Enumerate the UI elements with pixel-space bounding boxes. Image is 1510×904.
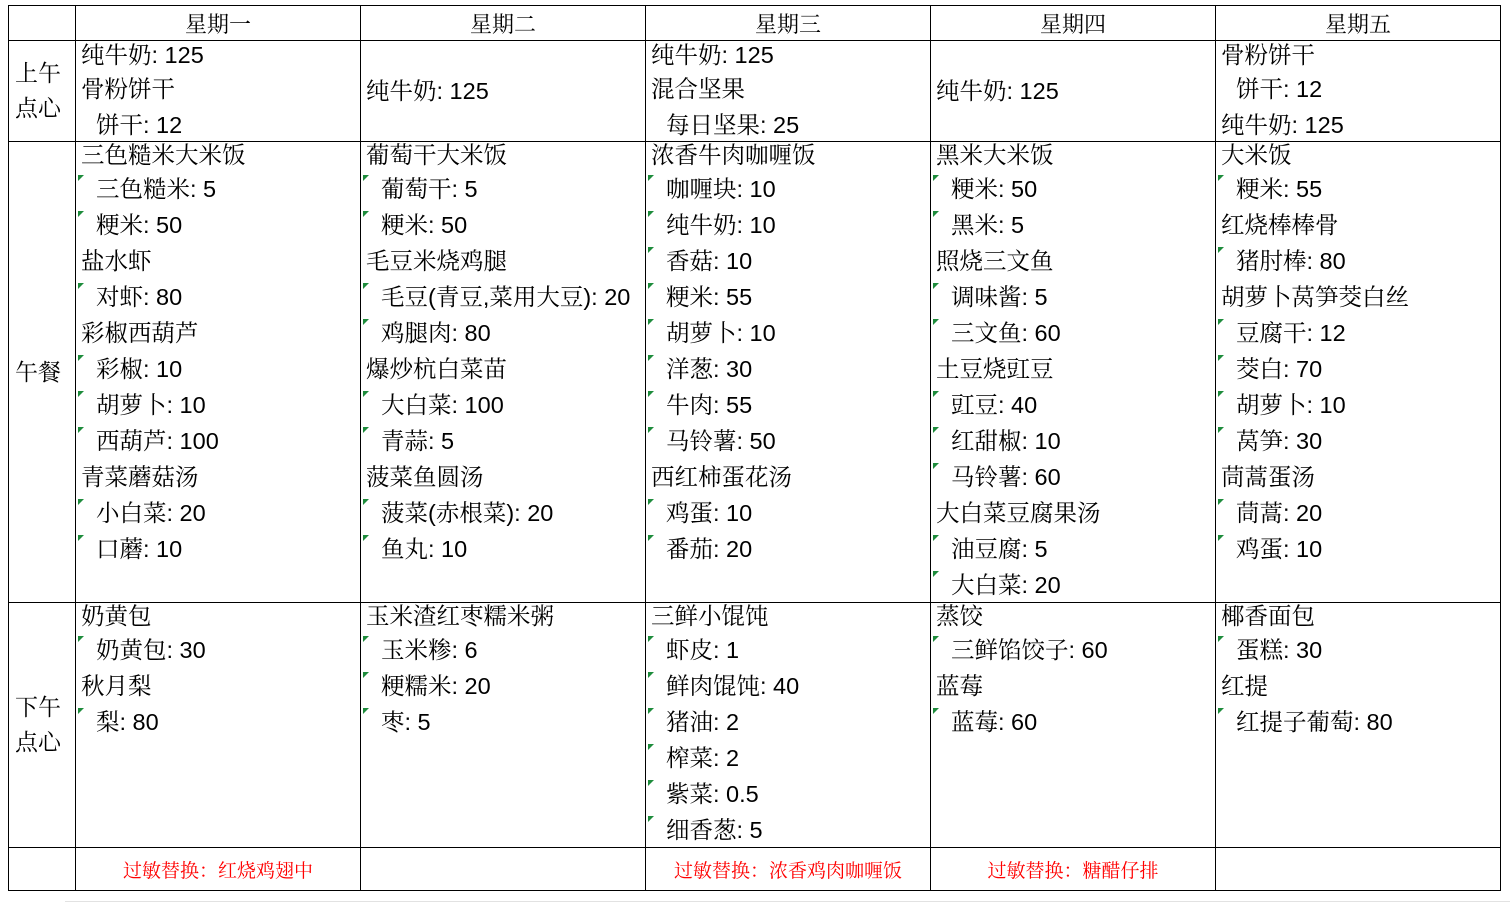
dish-name: 蒸饺 [936,603,983,629]
allergy-substitute-wed [646,848,931,891]
ingredient-text: 虾皮: 1 [666,637,740,663]
row-label-text: 午餐 [15,358,61,385]
ingredient-text: 猪油: 2 [666,709,740,735]
ingredient-line [646,812,930,848]
error-indicator-icon [1218,319,1224,325]
ingredient-line [646,740,930,776]
dish-list [1216,603,1500,740]
ingredient-text: 蓝莓: 60 [951,709,1038,735]
error-indicator-icon [933,463,939,469]
ingredient-text: 咖喱块: 10 [666,176,776,202]
dish-name: 纯牛奶: 125 [651,42,774,68]
ingredient-line [76,632,360,668]
ingredient-line [931,531,1215,567]
dish-name: 纯牛奶: 125 [936,78,1059,104]
error-indicator-icon [363,175,369,181]
ingredient-text: 粳米: 50 [951,176,1038,202]
ingredient-text: 鲜肉馄饨: 40 [666,673,800,699]
ingredient-line [76,531,360,567]
ingredient-text: 豆腐干: 12 [1236,320,1346,346]
dish-name: 菠菜鱼圆汤 [366,464,484,490]
ingredient-line [931,567,1215,603]
ingredient-line [646,776,930,812]
error-indicator-icon [933,391,939,397]
row-label-morning-snack [9,41,76,142]
ingredient-text: 细香葱: 5 [666,817,763,843]
row-label-text: 上午点心 [15,60,61,121]
error-indicator-icon [363,283,369,289]
error-indicator-icon [648,672,654,678]
ingredient-line [646,387,930,423]
ingredient-text: 胡萝卜: 10 [96,392,206,418]
error-indicator-icon [363,636,369,642]
ingredient-text: 粳米: 55 [666,284,753,310]
dish-list [931,75,1215,107]
error-indicator-icon [78,427,84,433]
day-header-text: 星期一 [184,11,251,37]
ingredient-line [361,315,645,351]
error-indicator-icon [933,708,939,714]
error-indicator-icon [648,391,654,397]
error-indicator-icon [1218,391,1224,397]
menu-cell-afternoon-snack-wed [646,603,931,848]
ingredient-text: 香菇: 10 [666,248,753,274]
ingredient-line [1216,632,1500,668]
error-indicator-icon [78,355,84,361]
error-indicator-icon [648,780,654,786]
day-header-text: 星期四 [1039,11,1106,37]
ingredient-text: 洋葱: 30 [666,356,753,382]
dish-list [1216,41,1500,142]
dish-name: 纯牛奶: 125 [1221,112,1344,138]
dish-name: 胡萝卜莴笋茭白丝 [1221,284,1409,310]
ingredient-text: 调味酱: 5 [951,284,1048,310]
menu-cell-afternoon-snack-tue [361,603,646,848]
row-label-allergy [9,848,76,891]
error-indicator-icon [1218,708,1224,714]
ingredient-text: 粳米: 50 [381,212,468,238]
ingredient-text: 毛豆(青豆,菜用大豆): 20 [381,284,631,310]
ingredient-text: 饼干: 12 [1236,76,1323,102]
error-indicator-icon [648,744,654,750]
error-indicator-icon [363,708,369,714]
ingredient-line [361,423,645,459]
dish-name: 彩椒西葫芦 [81,320,199,346]
ingredient-line [361,632,645,668]
ingredient-text: 番茄: 20 [666,536,753,562]
dish-name: 毛豆米烧鸡腿 [366,248,507,274]
ingredient-line [361,495,645,531]
allergy-substitute-tue [361,848,646,891]
dish-name: 红烧棒棒骨 [1221,212,1339,238]
error-indicator-icon [1218,636,1224,642]
ingredient-text: 葡萄干: 5 [381,176,478,202]
ingredient-line [361,387,645,423]
dish-name: 土豆烧豇豆 [936,356,1054,382]
ingredient-line [646,423,930,459]
ingredient-line [361,171,645,207]
menu-cell-morning-snack-wed [646,41,931,142]
dish-name: 三色糙米大米饭 [81,142,246,168]
menu-cell-afternoon-snack-thu [931,603,1216,848]
ingredient-line [1216,704,1500,740]
ingredient-line [646,632,930,668]
ingredient-text: 茼蒿: 20 [1236,500,1323,526]
row-label-text: 下午点心 [15,694,61,755]
ingredient-line [361,704,645,740]
ingredient-text: 红提子葡萄: 80 [1236,709,1393,735]
dish-name: 红提 [1221,673,1268,699]
ingredient-line [1216,171,1500,207]
dish-list [646,603,930,848]
error-indicator-icon [648,708,654,714]
ingredient-line [931,279,1215,315]
error-indicator-icon [933,571,939,577]
ingredient-text: 黑米: 5 [951,212,1025,238]
day-header-fri [1216,6,1501,41]
ingredient-line [361,668,645,704]
ingredient-text: 菠菜(赤根菜): 20 [381,500,554,526]
ingredient-text: 青蒜: 5 [381,428,455,454]
ingredient-text: 猪肘棒: 80 [1236,248,1346,274]
ingredient-line [76,387,360,423]
error-indicator-icon [363,535,369,541]
day-header-tue [361,6,646,41]
ingredient-line [76,351,360,387]
menu-cell-morning-snack-fri [1216,41,1501,142]
row-label-lunch [9,142,76,603]
ingredient-line [646,207,930,243]
ingredient-line [646,531,930,567]
dish-name: 混合坚果 [651,76,745,102]
dish-name: 纯牛奶: 125 [81,42,204,68]
ingredient-line [931,171,1215,207]
ingredient-text: 三鲜馅饺子: 60 [951,637,1108,663]
allergy-substitute-mon [76,848,361,891]
ingredient-text: 牛肉: 55 [666,392,753,418]
error-indicator-icon [78,175,84,181]
error-indicator-icon [933,175,939,181]
ingredient-line [76,495,360,531]
error-indicator-icon [648,427,654,433]
day-header-text: 星期三 [754,11,821,37]
ingredient-line [931,207,1215,243]
dish-list [76,603,360,740]
ingredient-line [76,207,360,243]
menu-cell-lunch-fri [1216,142,1501,603]
dish-name: 西红柿蛋花汤 [651,464,792,490]
dish-list [931,603,1215,740]
ingredient-text: 豇豆: 40 [951,392,1038,418]
ingredient-line [1216,387,1500,423]
error-indicator-icon [78,535,84,541]
ingredient-text: 饼干: 12 [96,112,183,138]
error-indicator-icon [648,535,654,541]
weekly-menu-table [8,5,1501,891]
ingredient-text: 蛋糕: 30 [1236,637,1323,663]
dish-list [76,142,360,567]
error-indicator-icon [933,535,939,541]
ingredient-text: 紫菜: 0.5 [666,781,759,807]
ingredient-text: 胡萝卜: 10 [1236,392,1346,418]
corner-cell [9,6,76,41]
ingredient-text: 西葫芦: 100 [96,428,219,454]
error-indicator-icon [78,636,84,642]
dish-name: 骨粉饼干 [81,76,175,102]
error-indicator-icon [648,283,654,289]
error-indicator-icon [1218,355,1224,361]
error-indicator-icon [363,672,369,678]
dish-name: 大米饭 [1221,142,1292,168]
ingredient-line [646,315,930,351]
error-indicator-icon [648,211,654,217]
ingredient-text: 胡萝卜: 10 [666,320,776,346]
ingredient-line [76,107,360,142]
ingredient-text: 鸡蛋: 10 [666,500,753,526]
dish-list [361,603,645,740]
dish-list [361,75,645,107]
dish-name: 黑米大米饭 [936,142,1054,168]
ingredient-line [1216,351,1500,387]
menu-cell-lunch-mon [76,142,361,603]
error-indicator-icon [648,355,654,361]
ingredient-text: 梨: 80 [96,709,159,735]
ingredient-line [646,704,930,740]
dish-name: 青菜蘑菇汤 [81,464,199,490]
error-indicator-icon [1218,427,1224,433]
sheet-bottom-edge [65,901,1510,902]
error-indicator-icon [648,175,654,181]
ingredient-text: 对虾: 80 [96,284,183,310]
dish-name: 骨粉饼干 [1221,42,1315,68]
dish-name: 浓香牛肉咖喱饭 [651,142,816,168]
ingredient-line [646,243,930,279]
ingredient-line [361,531,645,567]
ingredient-line [76,423,360,459]
day-header-wed [646,6,931,41]
dish-list [1216,142,1500,567]
allergy-substitute-text: 过敏替换：浓香鸡肉咖喱饭 [673,860,902,882]
allergy-substitute-thu [931,848,1216,891]
ingredient-text: 榨菜: 2 [666,745,740,771]
error-indicator-icon [363,319,369,325]
error-indicator-icon [363,211,369,217]
ingredient-text: 彩椒: 10 [96,356,183,382]
error-indicator-icon [648,816,654,822]
row-label-afternoon-snack [9,603,76,848]
dish-name: 蓝莓 [936,673,983,699]
menu-cell-lunch-thu [931,142,1216,603]
dish-name: 椰香面包 [1221,603,1315,629]
menu-cell-lunch-tue [361,142,646,603]
ingredient-line [76,279,360,315]
dish-list [931,142,1215,603]
ingredient-line [931,632,1215,668]
ingredient-text: 纯牛奶: 10 [666,212,776,238]
ingredient-text: 每日坚果: 25 [666,112,800,138]
menu-cell-morning-snack-thu [931,41,1216,142]
dish-name: 奶黄包 [81,603,152,629]
day-header-text: 星期五 [1324,11,1391,37]
ingredient-line [931,704,1215,740]
menu-cell-lunch-wed [646,142,931,603]
ingredient-line [931,387,1215,423]
dish-name: 葡萄干大米饭 [366,142,507,168]
day-header-thu [931,6,1216,41]
ingredient-line [361,279,645,315]
error-indicator-icon [933,211,939,217]
ingredient-text: 小白菜: 20 [96,500,206,526]
ingredient-line [76,171,360,207]
dish-list [646,41,930,142]
error-indicator-icon [363,427,369,433]
error-indicator-icon [648,247,654,253]
ingredient-line [1216,495,1500,531]
error-indicator-icon [648,319,654,325]
menu-cell-afternoon-snack-fri [1216,603,1501,848]
ingredient-text: 三色糙米: 5 [96,176,217,202]
error-indicator-icon [933,319,939,325]
ingredient-text: 油豆腐: 5 [951,536,1048,562]
ingredient-line [646,107,930,142]
ingredient-line [646,351,930,387]
menu-cell-morning-snack-tue [361,41,646,142]
dish-list [76,41,360,142]
error-indicator-icon [78,708,84,714]
dish-name: 纯牛奶: 125 [366,78,489,104]
ingredient-text: 口蘑: 10 [96,536,183,562]
error-indicator-icon [1218,499,1224,505]
ingredient-line [1216,243,1500,279]
dish-name: 爆炒杭白菜苗 [366,356,507,382]
ingredient-line [646,495,930,531]
dish-list [361,142,645,567]
ingredient-text: 鸡腿肉: 80 [381,320,491,346]
dish-list [646,142,930,567]
error-indicator-icon [78,391,84,397]
ingredient-text: 粳米: 50 [96,212,183,238]
ingredient-line [646,279,930,315]
error-indicator-icon [363,499,369,505]
ingredient-line [646,668,930,704]
ingredient-line [76,704,360,740]
ingredient-text: 粳米: 55 [1236,176,1323,202]
dish-name: 秋月梨 [81,673,152,699]
ingredient-line [931,315,1215,351]
ingredient-text: 鱼丸: 10 [381,536,468,562]
ingredient-text: 奶黄包: 30 [96,637,206,663]
allergy-substitute-text: 过敏替换：糖醋仔排 [987,860,1159,882]
allergy-substitute-fri [1216,848,1501,891]
ingredient-text: 枣: 5 [381,709,431,735]
day-header-text: 星期二 [469,11,536,37]
menu-cell-morning-snack-mon [76,41,361,142]
menu-cell-afternoon-snack-mon [76,603,361,848]
error-indicator-icon [933,283,939,289]
error-indicator-icon [1218,535,1224,541]
ingredient-text: 马铃薯: 60 [951,464,1061,490]
ingredient-text: 马铃薯: 50 [666,428,776,454]
ingredient-text: 粳糯米: 20 [381,673,491,699]
dish-name: 茼蒿蛋汤 [1221,464,1315,490]
error-indicator-icon [78,499,84,505]
error-indicator-icon [1218,247,1224,253]
ingredient-line [931,423,1215,459]
error-indicator-icon [1218,175,1224,181]
day-header-mon [76,6,361,41]
ingredient-text: 红甜椒: 10 [951,428,1061,454]
dish-name: 盐水虾 [81,248,152,274]
error-indicator-icon [78,211,84,217]
error-indicator-icon [648,499,654,505]
error-indicator-icon [648,636,654,642]
dish-name: 玉米渣红枣糯米粥 [366,603,554,629]
ingredient-line [361,207,645,243]
ingredient-line [1216,423,1500,459]
dish-name: 三鲜小馄饨 [651,603,769,629]
allergy-substitute-text: 过敏替换：红烧鸡翅中 [122,860,313,882]
ingredient-text: 三文鱼: 60 [951,320,1061,346]
ingredient-text: 大白菜: 20 [951,572,1061,598]
error-indicator-icon [363,391,369,397]
ingredient-line [1216,531,1500,567]
ingredient-line [1216,315,1500,351]
ingredient-line [931,459,1215,495]
ingredient-text: 鸡蛋: 10 [1236,536,1323,562]
ingredient-text: 玉米糁: 6 [381,637,478,663]
ingredient-text: 茭白: 70 [1236,356,1323,382]
error-indicator-icon [78,283,84,289]
dish-name: 大白菜豆腐果汤 [936,500,1101,526]
error-indicator-icon [933,636,939,642]
error-indicator-icon [933,427,939,433]
ingredient-line [1216,71,1500,107]
dish-name: 照烧三文鱼 [936,248,1054,274]
ingredient-text: 大白菜: 100 [381,392,504,418]
ingredient-text: 莴笋: 30 [1236,428,1323,454]
ingredient-line [646,171,930,207]
